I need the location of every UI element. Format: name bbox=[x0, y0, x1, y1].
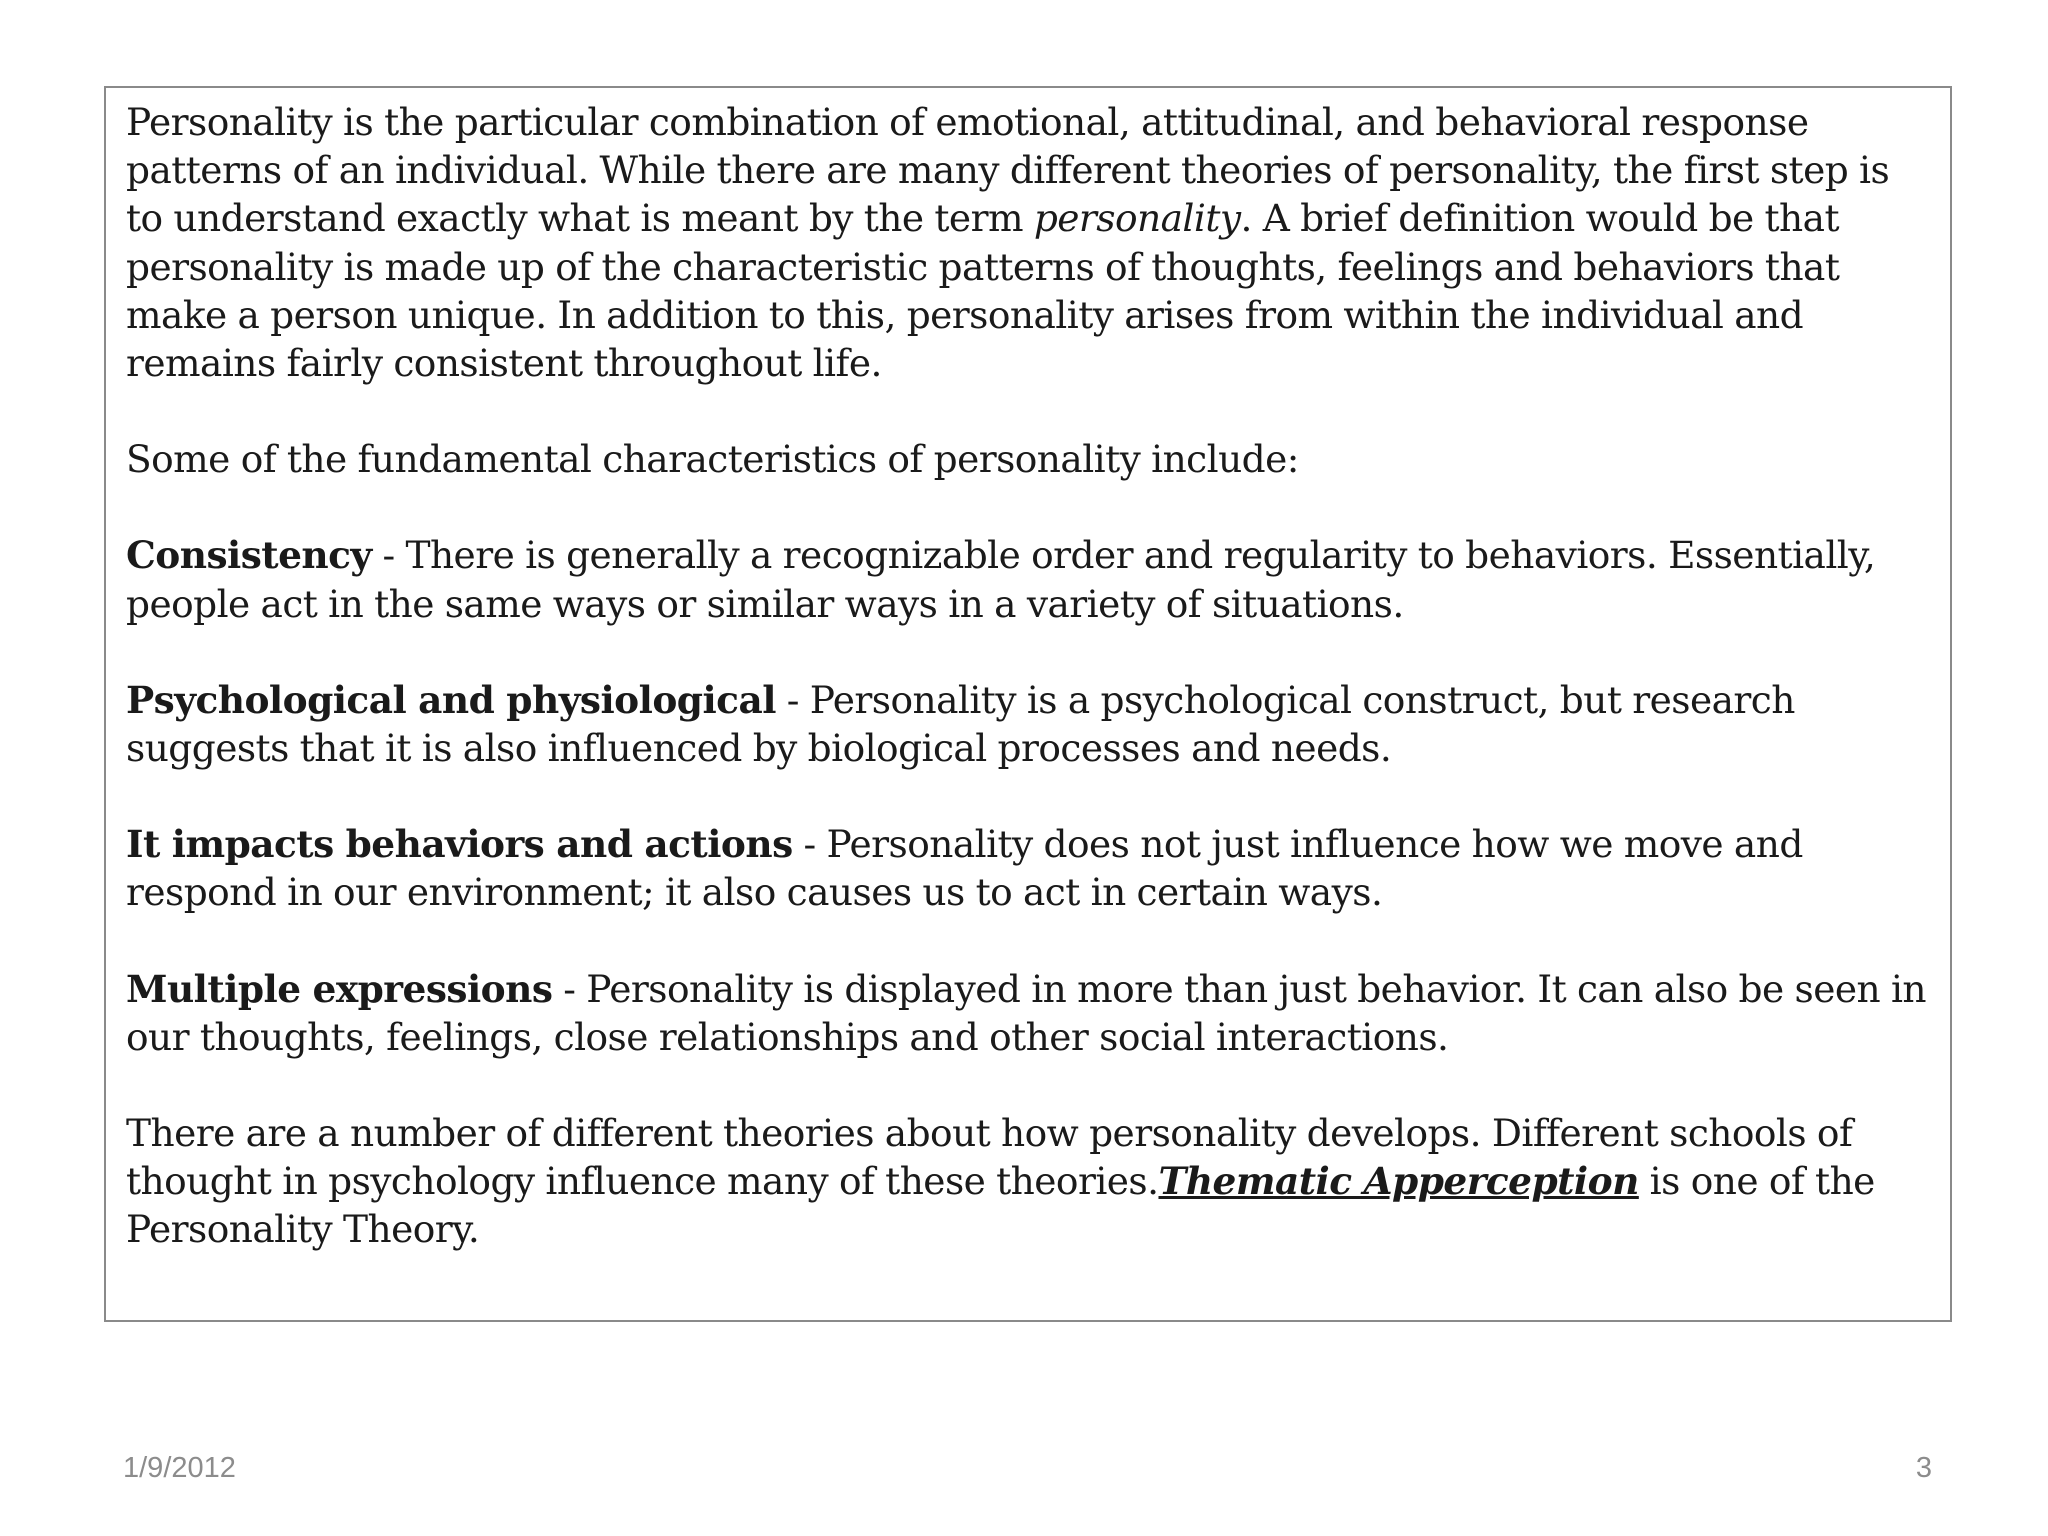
characteristic-term: Multiple expressions bbox=[126, 966, 553, 1011]
characteristic-multiple bbox=[126, 965, 1930, 1061]
characteristic-description: - Personality does not just influence how we move and respond in our environment; it also causes us to act in certain ways. bbox=[126, 822, 1803, 915]
footer-page-number: 3 bbox=[1915, 1452, 1932, 1484]
lead-in-paragraph: Some of the fundamental characteristics of personality include: bbox=[126, 437, 1299, 482]
conclusion-text-1: There are a number of different theories about how personality develops. Different schools of thought in psychology influence many of these theories. bbox=[126, 1111, 1853, 1204]
thematic-apperception-link[interactable]: Thematic Apperception bbox=[1158, 1159, 1639, 1204]
footer-date: 1/9/2012 bbox=[123, 1452, 236, 1484]
characteristic-term: It impacts behaviors and actions bbox=[126, 822, 793, 867]
characteristic-term: Consistency bbox=[126, 533, 372, 578]
characteristic-description: - Personality is a psychological construct, but research suggests that it is also influenced by biological processes and needs. bbox=[126, 677, 1795, 771]
characteristic-psych-physio bbox=[126, 676, 1930, 772]
characteristic-term: Psychological and physiological bbox=[126, 677, 776, 722]
intro-text-2: . A brief definition would be that personality is made up of the characteristic patterns of thoughts, feelings and behaviors that make a person unique. In addition to this, personality arises from within the individual and remains fairly consistent throughout life. bbox=[126, 196, 1840, 386]
characteristic-impacts bbox=[126, 820, 1930, 916]
intro-paragraph bbox=[126, 98, 1930, 387]
slide-body bbox=[126, 98, 1930, 1254]
conclusion-paragraph bbox=[126, 1109, 1930, 1254]
characteristic-consistency bbox=[126, 531, 1930, 627]
content-text-box bbox=[104, 86, 1952, 1322]
characteristic-description: - There is generally a recognizable order and regularity to behaviors. Essentially, people act in the same ways or similar ways in a variety of situations. bbox=[126, 533, 1876, 626]
conclusion-text-2: is one of the Personality Theory. bbox=[126, 1159, 1875, 1252]
intro-italic-term: personality bbox=[1033, 196, 1241, 241]
characteristic-description: - Personality is displayed in more than just behavior. It can also be seen in our thoughts, feelings, close relationships and other social interactions. bbox=[126, 966, 1927, 1059]
intro-text-1: Personality is the particular combination of emotional, attitudinal, and behavioral response patterns of an individual. While there are many different theories of personality, the first step is to understand exactly what is meant by the term bbox=[126, 100, 1890, 241]
